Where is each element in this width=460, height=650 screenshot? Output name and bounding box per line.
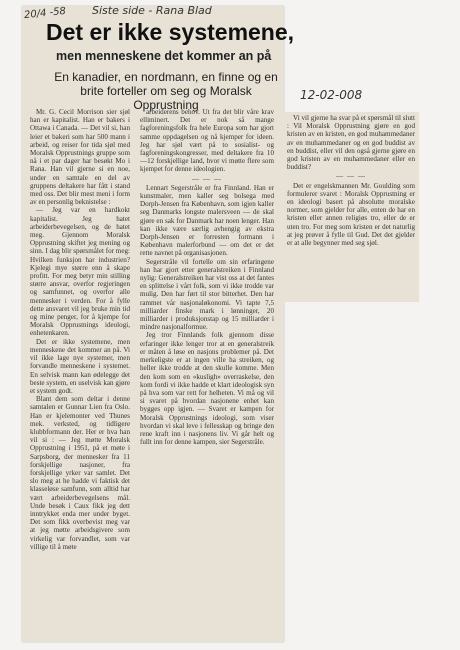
article-column-3 bbox=[287, 114, 415, 298]
paragraph: Det er engelskmannen Mr. Goulding som formulerer svaret : Moralsk Opprustning er en ideologi basert på absolutte moralske normer, som gjelder for alle, enten de har en kristen eller annen religiøs tro, eller de er uten tro. For meg som kristen er det naturlig at jeg prøver å fylle til Gud. Det det gjelder er at alle begynner med seg sjøl. bbox=[287, 181, 415, 248]
paragraph: Segerstråle vil fortelle om sin erfaringene han har gjort etter generalstreiken i Finnland nylig: Generalstreiken har vist oss at det fantes en splittelse i vårt folk, som vi ikke trodde var mulig. Den har ført til stor bitterhet. Den har rammet vår nasjonaløkonomi. Vi tapte 7,5 milliarder finske mark i lønninger, 20 milliarder i produksjonstap og 15 milliarder i mindre nasjonalformue. bbox=[140, 257, 274, 332]
handwritten-source: Siste side - Rana Blad bbox=[92, 4, 212, 17]
paragraph: Jeg tror Finnlands folk gjennom disse erfaringer ikke lenger tror at en generalstreik er måten å løse en nasjons problemer på. Det merkeligste er at ingen ville ha streiken, og heller ikke trodde at den skulle komme. Men den kom som en «kusligh» overraskelse, den kom fordi vi ikke hadde et klart ideologisk syn på hva som var rett for helheten. Vi må og vil si svaret på hvordan nasjonene enhet kan bygges opp igjen. — Svaret er kampen for Moralsk Opprustnings ideologi, som viser hvordan vi skal leve i fellesskap og bringe den rene kraft inn i nasjonens liv. Vi går helt og fullt inn for denne kampen, sier Segerstråle. bbox=[140, 331, 274, 447]
paragraph: Blant dem som deltar i denne samtalen er Gunnar Lien fra Oslo. Han er kjelemonter ved Thunes mek. verksted, og tidligere klubbformann der. Her er hva han vil si : — Jeg møtte Moralsk Opprustning i 1951, på et møte i Sarpsborg, der mennesker fra 11 forskjellige nasjoner, fra forskjellige yrker var samlet. Det slo meg at he hadde vi faktisk det klasseløse samfunn, som alltid har vært arbeiderbevegelsens mål. Unde besøk i Caux fikk jeg dett inntrykket enda mer under byget. Det som fikk overbevist meg var at jeg møtte arbeidsgivere som virkelig var forvandlet, som var villige til å møte bbox=[30, 395, 130, 551]
paragraph: arbeiderens behov. Ut fra det blir våre krav elliminert. Det er nok så mange fagforeningsfolk fra hele Europa som har gjort samme oppdagelsen og nå kjemper for ideen. Jeg har sjøl vært på to sosialist- og fagforeningskongresser, med deltakere fra 10—12 forskjellige land, hvor vi møtte flere som kjempet for denne ideologien. bbox=[140, 108, 274, 174]
paragraph: Det er ikke systemene, men menneskene det kommer an på. Vi vil ikke lage nye systemer, men forvandle menneskene i systemet. En selvisk mann kan ødelegge det beste system, en uselvisk kan gjøre et system godt. bbox=[30, 337, 130, 395]
article-headline: Det er ikke systemene, bbox=[46, 19, 295, 45]
article-column-2 bbox=[140, 108, 274, 600]
paragraph: — Jeg var en hardkokt kapitalist. Jeg hatet arbeiderbevegelsen, og de hatet meg. Gjennom Moralsk Opprustning skiftet jeg mening og sinn. I dag blir spørsmålet for meg: Hvilken funksjon har industrien? Kjelegi mye større enn å skape profitt. For meg betyr min stilling større ansvar, overfor regjeringen og samfunnet, og overfor alle mennesker i verden. For å fylle dette ansvaret vil jeg bruke min tid og mine penger, for å kjempe for Moralsk Opprustnings ideologi, enhetenkaren. bbox=[30, 206, 130, 338]
archive-stamp: 12-02-008 bbox=[300, 88, 363, 102]
article-column-1 bbox=[30, 108, 130, 628]
paragraph: Vi vil gjerne ha svar på et spørsmål til slutt : Vil Moralsk Opprustning gjøre en god kristen av en kristen, en god muhammedaner av en muhammedaner og en god buddist av en buddist, eller vil den også gjerne gjøre en god kristen av en muhammedaner eller en buddist? bbox=[287, 114, 415, 172]
article-deck: En kanadier, en nordmann, en finne og en brite forteller om seg og Moralsk Opprustning bbox=[54, 70, 278, 112]
handwritten-date: 20/4 -58 bbox=[23, 5, 67, 22]
article-subheadline: men menneskene det kommer an på bbox=[56, 49, 272, 63]
separator: — — — bbox=[336, 172, 366, 181]
paragraph: Lennart Segerstråle er fra Finnland. Han er kunstmaler, men kaller seg bolsega med Dorph-Jensen fra København, som igjen kaller seg Danmarks longste malersveen — de skal gjøre en sak for Danmark har noen lenger. Han kan ikke være særlig avhengig av ekstra Dorph-Jensen er forresten formann i København malerforbund — om det er det rette navnet på organisasjonen. bbox=[140, 183, 274, 258]
separator: — — — bbox=[192, 174, 222, 183]
paragraph: Mr. G. Cecil Morrison sier sjøl han er kapitalist. Han er bakers i Ottawa i Canada. — Det vil si, han leier et bakeri som har 500 mann i arbeid, og reiser for tida sjøl med Moralsk Opprustnings gruppe som nå i et par dager har besøkt Mo i Rana. Han vil gjerne si en noe, under en samtale en del av gruppens deltakere har fått i stand med oss. Det blir mest meni i form av en personlig beknistelse : bbox=[30, 108, 130, 207]
